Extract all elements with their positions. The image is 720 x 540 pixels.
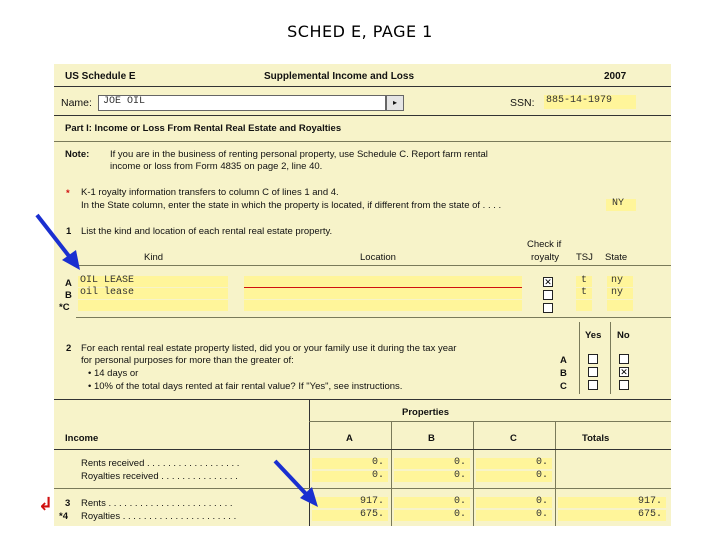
rents-received-b[interactable] <box>394 458 470 469</box>
col-check-if: Check if <box>527 239 562 250</box>
royalties-a-value: 675. <box>359 509 384 520</box>
line2-num: 2 <box>66 343 72 354</box>
rents-received-a[interactable] <box>312 458 388 469</box>
col-c-header: C <box>510 433 517 444</box>
slide-title: SCHED E, PAGE 1 <box>287 22 433 41</box>
note-line2: income or loss from Form 4835 on page 2, line 40. <box>110 161 323 172</box>
royalty-checkbox-c[interactable] <box>543 303 553 313</box>
ssn-label: SSN: <box>510 97 535 109</box>
form-year: 2007 <box>604 71 627 82</box>
kind-field-c[interactable] <box>78 300 228 311</box>
use-letter-b: B <box>560 368 567 379</box>
location-field-a[interactable] <box>244 276 522 287</box>
line2-text1: For each rental real estate property listed, did you or your family use it during the tax year <box>81 343 457 354</box>
tsj-field-b[interactable] <box>576 288 592 299</box>
prop-letter-c: *C <box>59 302 70 313</box>
royalties-received-b[interactable] <box>394 471 470 482</box>
income-row-num: 3 <box>65 498 71 509</box>
income-row-label: Rents . . . . . . . . . . . . . . . . . . . . . . . . <box>81 498 233 509</box>
state-value-a: ny <box>611 275 624 286</box>
col-tsj: TSJ <box>576 252 593 263</box>
royalties-b[interactable] <box>394 510 470 521</box>
col-royalty: royalty <box>531 252 559 263</box>
pointer-arrow-icon <box>272 458 322 510</box>
yes-checkbox-c[interactable] <box>588 380 598 390</box>
note-star: * <box>66 188 70 199</box>
state-field[interactable] <box>606 199 636 211</box>
tsj-field-a[interactable] <box>576 276 592 287</box>
kind-value-b: oil lease <box>80 287 135 298</box>
income-row-label: Rents received . . . . . . . . . . . . . . . . . . <box>81 458 240 469</box>
no-checkbox-a[interactable] <box>619 354 629 364</box>
royalties-received-c-value: 0. <box>535 470 548 481</box>
rents-a-value: 917. <box>359 496 384 507</box>
royalties-received-a[interactable] <box>312 471 388 482</box>
rents-received-c[interactable] <box>476 458 552 469</box>
rents-c-value: 0. <box>535 496 548 507</box>
col-b-header: B <box>428 433 435 444</box>
properties-header: Properties <box>402 407 449 418</box>
royalties-b-value: 0. <box>453 509 466 520</box>
ssn-value: 885-14-1979 <box>546 95 613 106</box>
col-state: State <box>605 252 628 263</box>
use-letter-c: C <box>560 381 567 392</box>
royalties-a[interactable] <box>312 510 388 521</box>
rents-c[interactable] <box>476 497 552 508</box>
dropdown-icon[interactable]: ▸ <box>386 95 404 111</box>
form-title: Supplemental Income and Loss <box>264 71 415 82</box>
rents-received-c-value: 0. <box>535 457 548 468</box>
location-field-c[interactable] <box>244 300 522 311</box>
note-label: Note: <box>65 149 90 160</box>
note-line1: If you are in the business of renting personal property, use Schedule C. Report farm rental <box>110 149 488 160</box>
tsj-field-c[interactable] <box>576 300 592 311</box>
note-line4: In the State column, enter the state in which the property is located, if different from the state of . . . . <box>81 200 502 211</box>
tsj-value-a: t <box>581 275 588 286</box>
rents-received-b-value: 0. <box>453 457 466 468</box>
name-value: JOE OIL <box>103 96 146 107</box>
state-field-b[interactable] <box>607 288 633 299</box>
royalties-c[interactable] <box>476 510 552 521</box>
rents-b-value: 0. <box>453 496 466 507</box>
no-checkbox-c[interactable] <box>619 380 629 390</box>
ssn-field[interactable] <box>544 95 636 109</box>
kind-field-a[interactable] <box>78 276 228 287</box>
rents-total-value: 917. <box>637 496 662 507</box>
prop-letter-a: A <box>65 278 72 289</box>
yes-checkbox-b[interactable] <box>588 367 598 377</box>
col-kind: Kind <box>144 252 164 263</box>
no-checkbox-b[interactable]: ✕ <box>620 367 628 377</box>
col-location: Location <box>360 252 396 263</box>
rents-b[interactable] <box>394 497 470 508</box>
state-field-c[interactable] <box>607 300 633 311</box>
yes-checkbox-a[interactable] <box>588 354 598 364</box>
pointer-arrow-icon <box>34 212 84 274</box>
note-line3: K-1 royalty information transfers to column C of lines 1 and 4. <box>81 187 339 198</box>
schedule-e-form <box>54 64 671 526</box>
no-header: No <box>617 330 630 341</box>
royalties-c-value: 0. <box>535 509 548 520</box>
state-value-b: ny <box>611 287 624 298</box>
income-row-num: *4 <box>59 511 68 522</box>
form-name: US Schedule E <box>65 71 136 82</box>
red-mark-icon: ↲ <box>38 494 54 515</box>
line2-text2: for personal purposes for more than the greater of: <box>81 355 294 366</box>
line1-text: List the kind and location of each rental real estate property. <box>81 226 333 237</box>
col-totals-header: Totals <box>582 433 610 444</box>
income-label: Income <box>65 433 99 444</box>
col-a-header: A <box>346 433 353 444</box>
name-label: Name: <box>61 97 92 109</box>
line2-bullet2: • 10% of the total days rented at fair rental value? If "Yes", see instructions. <box>88 381 403 392</box>
rents-a[interactable] <box>312 497 388 508</box>
income-row-label: Royalties . . . . . . . . . . . . . . . . . . . . . . <box>81 511 237 522</box>
tsj-value-b: t <box>581 287 588 298</box>
royalties-received-a-value: 0. <box>371 470 384 481</box>
rents-received-a-value: 0. <box>371 457 384 468</box>
royalties-total-value: 675. <box>637 509 662 520</box>
rents-total[interactable] <box>558 497 666 508</box>
income-row-label: Royalties received . . . . . . . . . . . . . . . <box>81 471 238 482</box>
line2-bullet1: • 14 days or <box>88 368 139 379</box>
state-field-a[interactable] <box>607 276 633 287</box>
yes-header: Yes <box>585 330 602 341</box>
use-letter-a: A <box>560 355 567 366</box>
royalties-total[interactable] <box>558 510 666 521</box>
name-field[interactable] <box>98 95 386 111</box>
kind-value-a: OIL LEASE <box>80 275 135 286</box>
part1-title: Part I: Income or Loss From Rental Real Estate and Royalties <box>65 123 342 134</box>
royalties-received-b-value: 0. <box>453 470 466 481</box>
royalty-checkbox-a[interactable]: ✕ <box>544 277 552 287</box>
kind-field-b[interactable] <box>78 288 228 299</box>
royalties-received-c[interactable] <box>476 471 552 482</box>
prop-letter-b: B <box>65 290 72 301</box>
location-field-b[interactable] <box>244 288 522 299</box>
line1-num: 1 <box>66 226 72 237</box>
royalty-checkbox-b[interactable] <box>543 290 553 300</box>
state-value: NY <box>612 198 625 209</box>
